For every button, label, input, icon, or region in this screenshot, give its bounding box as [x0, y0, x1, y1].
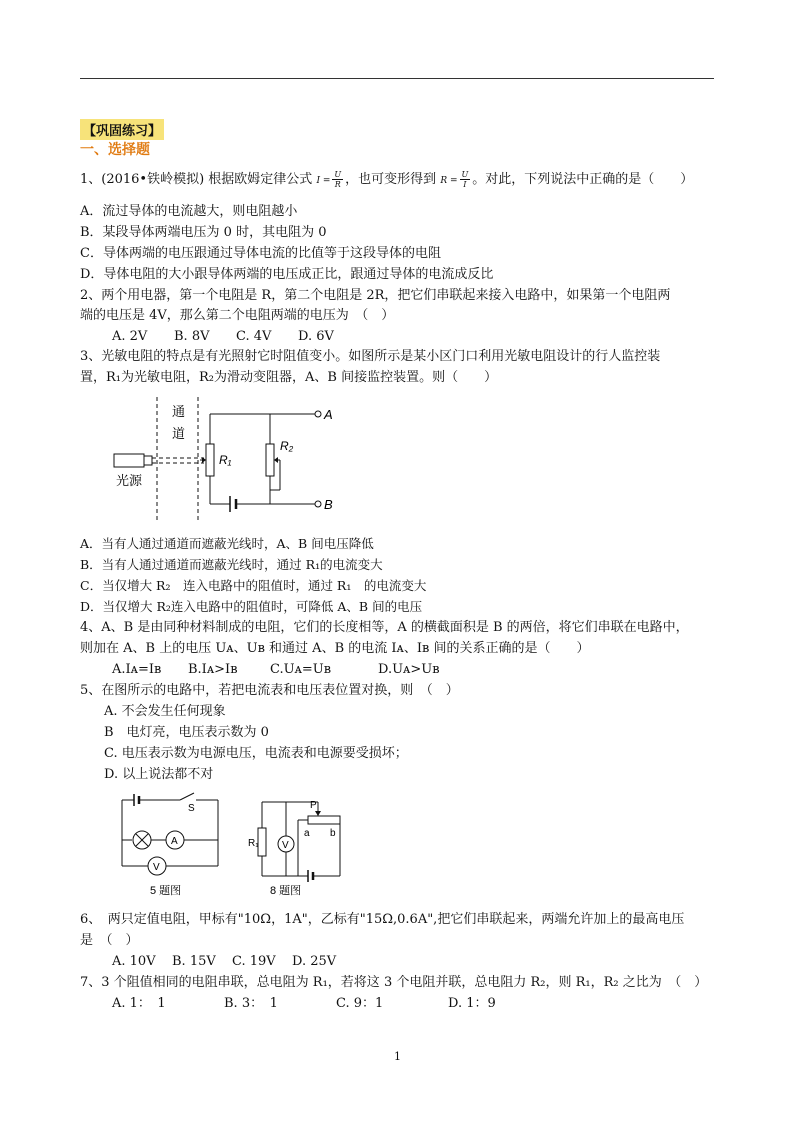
q4-option-b: B.Iᴀ>Iʙ — [188, 662, 238, 677]
q3-option-a: A．当有人通过通道而遮蔽光线时，A、B 间电压降低 — [80, 536, 374, 551]
q6-option-c: C. 19V — [232, 954, 276, 969]
q4-option-a: A.Iᴀ=Iʙ — [112, 662, 162, 677]
channel-label-2: 道 — [172, 426, 186, 441]
q6-option-b: B. 15V — [172, 954, 216, 969]
fig8-v-label: V — [282, 840, 289, 851]
q6-option-d: D. 25V — [292, 954, 337, 969]
fig8-a-label: a — [304, 828, 310, 839]
q1-option-d: D．导体电阻的大小跟导体两端的电压成正比，跟通过导体的电流成反比 — [80, 267, 494, 282]
voltmeter-label: V — [153, 862, 160, 873]
fig8-caption: 8 题图 — [270, 885, 302, 897]
r1-resistor — [258, 828, 266, 856]
q5-stem: 5、在图所示的电路中，若把电流表和电压表位置对换，则 （ ） — [80, 683, 459, 698]
r2-resistor — [266, 444, 274, 476]
q5-option-d: D. 以上说法都不对 — [104, 767, 214, 782]
q5-option-a: A. 不会发生任何现象 — [104, 704, 226, 719]
fig8-circuit — [248, 796, 358, 900]
q6-stem-line2: 是 （ ） — [80, 933, 139, 948]
q3-option-c: C．当仅增大 R₂ 连入电路中的阻值时，通过 R₁ 的电流变大 — [80, 578, 427, 593]
light-source — [114, 454, 144, 467]
q3-circuit-figure — [110, 392, 350, 522]
q4-stem-line1: 4、A、B 是由同种材料制成的电阻，它们的长度相等，A 的横截面积是 B 的两倍，将它们串联在电路中， — [80, 620, 689, 635]
q7-option-b: B. 3： 1 — [224, 996, 278, 1011]
light-source-label: 光源 — [116, 473, 143, 488]
q4-options — [112, 661, 440, 679]
r1-resistor — [206, 444, 214, 476]
r1-label: R₁ — [219, 453, 232, 467]
q3-stem-line1: 3、光敏电阻的特点是有光照射它时阻值变小。如图所示是某小区门口利用光敏电阻设计的行人监控装 — [80, 349, 661, 364]
q1-option-b: B．某段导体两端电压为 0 时，其电阻为 0 — [80, 225, 327, 240]
page-number: 1 — [394, 1050, 401, 1063]
q2-option-a: A. 2V — [112, 329, 148, 344]
q3-stem-line2: 置，R₁为光敏电阻，R₂为滑动变阻器，A、B 间接监控装置。则（ ） — [80, 370, 498, 385]
q2-option-b: B. 8V — [174, 329, 210, 344]
q1-option-c: C．导体两端的电压跟通过导体电流的比值等于这段导体的电阻 — [80, 246, 441, 261]
q7-options — [112, 995, 496, 1013]
q1-stem: 1、(2016•铁岭模拟) 根据欧姆定律公式 I = $\frac{U}{R}$ ，也可变形得到 R = $\frac{U}{I}$ 。对此，下列说法中正确的是（ ） — [80, 170, 694, 189]
fig5-caption: 5 题图 — [150, 885, 182, 897]
terminal-b-label: B — [324, 497, 333, 512]
q7-option-c: C. 9：1 — [336, 996, 384, 1011]
q5-option-c: C. 电压表示数为电源电压，电流表和电源要受损坏； — [104, 746, 408, 761]
q7-stem: 7、3 个阻值相同的电阻串联，总电阻为 R₁，若将这 3 个电阻并联，总电阻力 R₂，则 R₁，R₂ 之比为 （ ） — [80, 975, 708, 990]
ammeter-label: A — [171, 836, 178, 847]
fig8-r-label: R₁ — [248, 838, 259, 849]
header-rule — [80, 78, 714, 79]
q3-option-d: D．当仅增大 R₂连入电路中的阻值时，可降低 A、B 间的电压 — [80, 599, 423, 614]
q4-stem-line2: 则加在 A、B 上的电压 Uᴀ、Uʙ 和通过 A、B 的电流 Iᴀ、Iʙ 间的关系正确的是（ ） — [80, 641, 590, 656]
fig8-p-label: P — [310, 800, 317, 811]
q4-option-c: C.Uᴀ=Uʙ — [270, 662, 332, 677]
q2-options — [112, 328, 334, 346]
q1-option-a: A．流过导体的电流越大，则电阻越小 — [80, 204, 298, 219]
terminal-a-label: A — [324, 407, 333, 422]
q7-option-d: D. 1：9 — [448, 996, 496, 1011]
q4-option-d: D.Uᴀ>Uʙ — [378, 662, 440, 677]
q2-stem-line1: 2、两个用电器，第一个电阻是 R，第二个电阻是 2R，把它们串联起来接入电路中，如果第一个电阻两 — [80, 288, 671, 303]
q7-option-a: A. 1： 1 — [112, 996, 166, 1011]
fig5-circuit — [118, 792, 228, 900]
q6-options — [112, 953, 336, 971]
q2-stem-line2: 端的电压是 4V，那么第二个电阻两端的电压为 （ ） — [80, 308, 395, 323]
q5-option-b: B 电灯亮，电压表示数为 0 — [104, 725, 269, 740]
q2-option-c: C. 4V — [236, 329, 272, 344]
slider-resistor — [308, 816, 340, 824]
section-label: 【巩固练习】 — [80, 119, 164, 140]
q3-option-b: B．当有人通过通道而遮蔽光线时，通过 R₁的电流变大 — [80, 557, 383, 572]
switch-label: S — [188, 803, 195, 814]
q6-stem-line1: 6、 两只定值电阻，甲标有"10Ω，1A"，乙标有"15Ω,0.6A",把它们串联起来，两端允许加上的最高电压 — [80, 912, 685, 927]
r2-label: R₂ — [280, 439, 294, 453]
switch-s — [180, 793, 194, 800]
q6-option-a: A. 10V — [112, 954, 156, 969]
q2-option-d: D. 6V — [298, 329, 334, 344]
fig8-b-label: b — [330, 828, 336, 839]
section-title: 一、选择题 — [80, 142, 150, 158]
channel-label-1: 通 — [172, 404, 186, 419]
